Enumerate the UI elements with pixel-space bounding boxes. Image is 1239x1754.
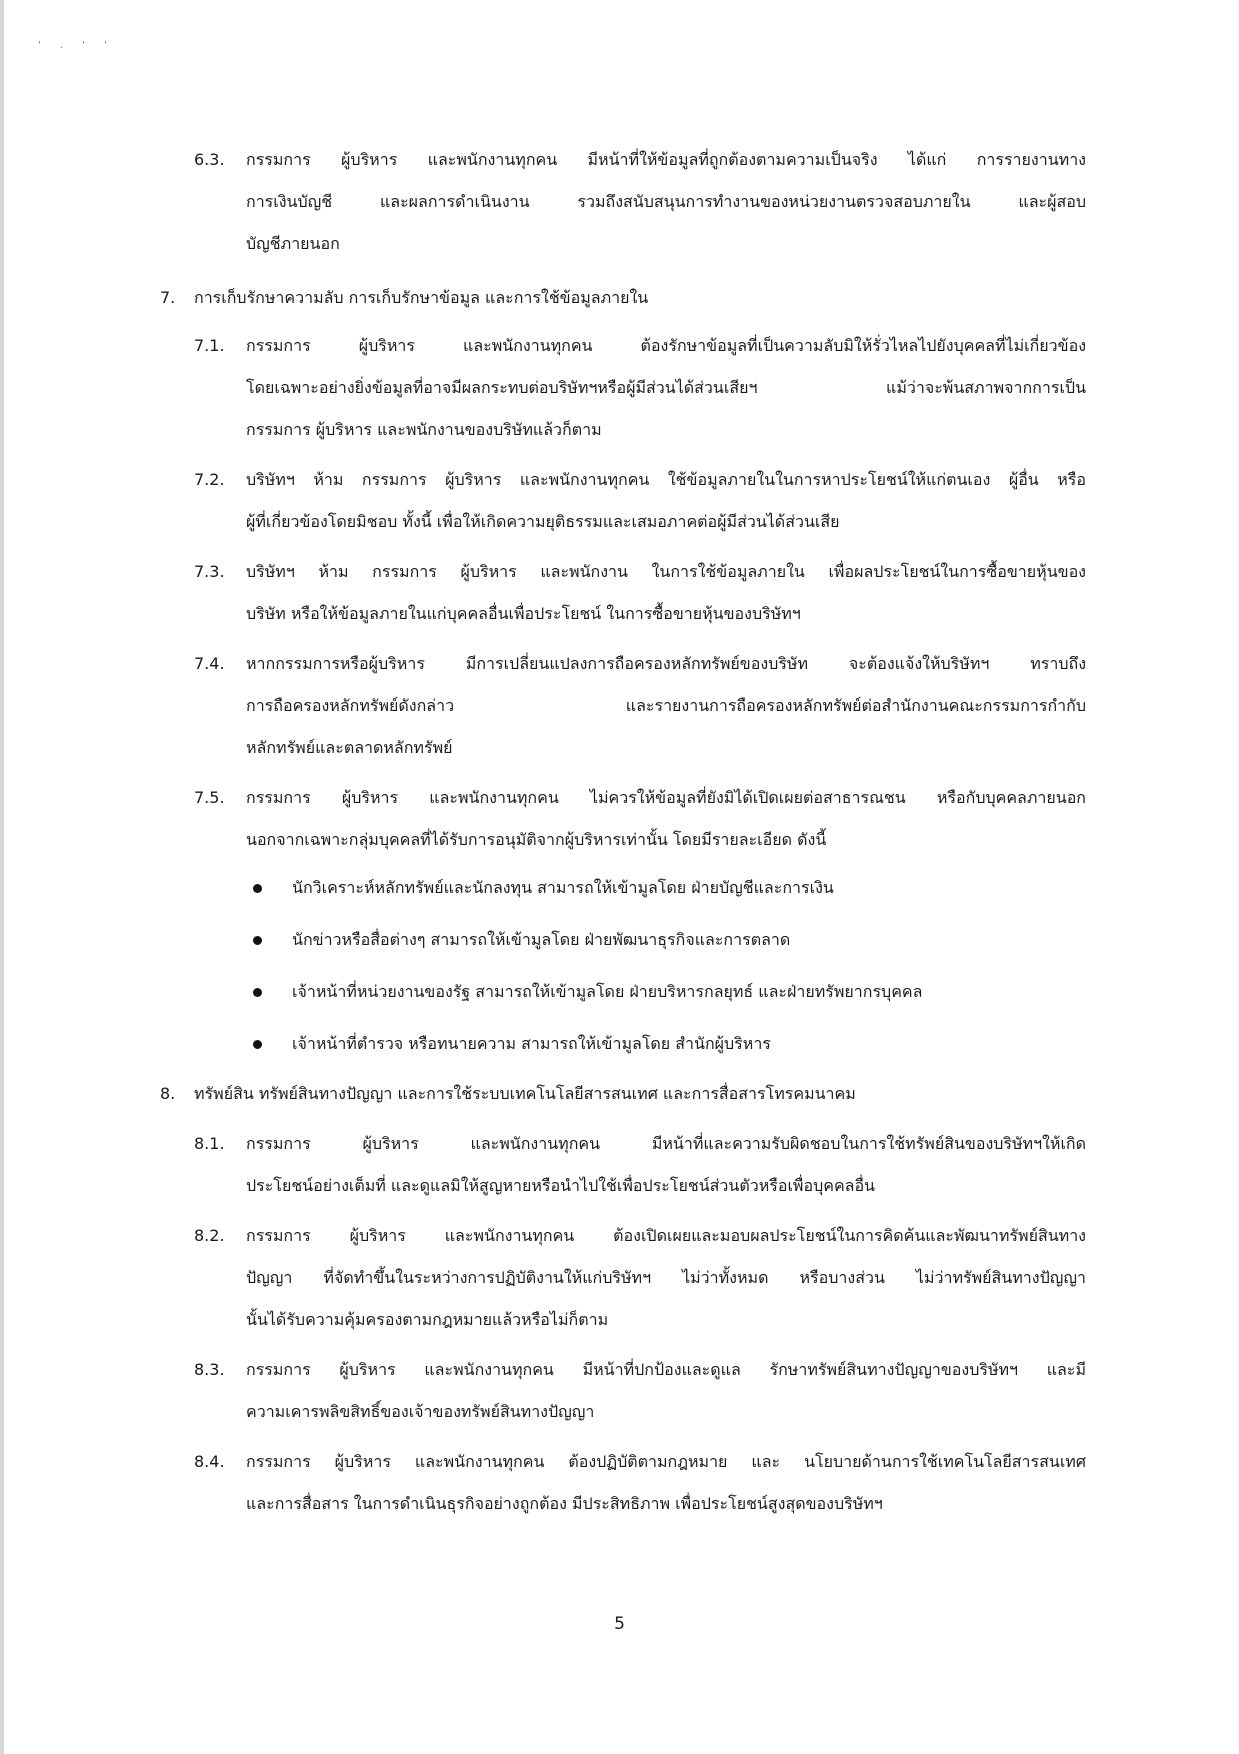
scan-edge [0, 0, 4, 1754]
section-7-4-line-1: หากกรรมการหรือผู้บริหาร มีการเปลี่ยนแปลงการถือครองหลักทรัพย์ของบริษัท จะต้องแจ้งให้บริษัทฯ ทราบถึง [246, 654, 1086, 673]
section-7-4-line-3: หลักทรัพย์และตลาดหลักทรัพย์ [246, 738, 453, 757]
bullet-item: เจ้าหน้าที่ตำรวจ หรือทนายความ สามารถให้เข้ามูลโดย สำนักผู้บริหาร [292, 1034, 771, 1053]
section-number: 7.4. [194, 654, 225, 673]
bullet-dot [253, 884, 262, 893]
section-number: 7. [160, 288, 176, 307]
section-6-3-line-2: การเงินบัญชี และผลการดำเนินงาน รวมถึงสนับสนุนการทำงานของหน่วยงานตรวจสอบภายใน และผู้สอบ [246, 192, 1086, 211]
section-7-3-line-2: บริษัท หรือให้ข้อมูลภายในแก่บุคคลอื่นเพื่อประโยชน์ ในการซื้อขายหุ้นของบริษัทฯ [246, 604, 801, 623]
section-8-2-line-2: ปัญญา ที่จัดทำขึ้นในระหว่างการปฏิบัติงานให้แก่บริษัทฯ ไม่ว่าทั้งหมด หรือบางส่วน ไม่ว่าทรัพย์สินทางปัญญา [246, 1268, 1086, 1287]
section-8-2-line-3: นั้นได้รับความคุ้มครองตามกฎหมายแล้วหรือไม่ก็ตาม [246, 1310, 609, 1329]
section-7-2-line-2: ผู้ที่เกี่ยวข้องโดยมิชอบ ทั้งนี้ เพื่อให้เกิดความยุติธรรมและเสมอภาคต่อผู้มีส่วนได้ส่วนเสีย [246, 512, 840, 531]
bullet-dot [253, 936, 262, 945]
section-8-3-line-2: ความเคารพลิขสิทธิ์ของเจ้าของทรัพย์สินทางปัญญา [246, 1402, 595, 1421]
bullet-item: เจ้าหน้าที่หน่วยงานของรัฐ สามารถให้เข้ามูลโดย ฝ่ายบริหารกลยุทธ์ และฝ่ายทรัพยากรบุคคล [292, 982, 923, 1001]
section-6-3-line-1: กรรมการ ผู้บริหาร และพนักงานทุกคน มีหน้าที่ให้ข้อมูลที่ถูกต้องตามความเป็นจริง ได้แก่ การรายงานทาง [246, 150, 1086, 169]
section-7-3-line-1: บริษัทฯ ห้าม กรรมการ ผู้บริหาร และพนักงาน ในการใช้ข้อมูลภายใน เพื่อผลประโยชน์ในการซื้อขายหุ้นของ [246, 562, 1086, 581]
section-7-1-line-2: โดยเฉพาะอย่างยิ่งข้อมูลที่อาจมีผลกระทบต่อบริษัทฯหรือผู้มีส่วนได้ส่วนเสียฯ แม้ว่าจะพ้นสภาพจากการเป็น [246, 378, 1086, 397]
section-number: 8.1. [194, 1134, 225, 1153]
section-6-3-line-3: บัญชีภายนอก [246, 234, 340, 253]
section-8-1-line-1: กรรมการ ผู้บริหาร และพนักงานทุกคน มีหน้าที่และความรับผิดชอบในการใช้ทรัพย์สินของบริษัทฯให้เกิด [246, 1134, 1086, 1153]
section-number: 8. [160, 1084, 176, 1103]
bullet-dot [253, 1040, 262, 1049]
section-number: 7.5. [194, 788, 225, 807]
bullet-item: นักวิเคราะห์หลักทรัพย์และนักลงทุน สามารถให้เข้ามูลโดย ฝ่ายบัญชีและการเงิน [292, 878, 834, 897]
section-number: 6.3. [194, 150, 225, 169]
section-number: 7.3. [194, 562, 225, 581]
section-number: 8.4. [194, 1452, 225, 1471]
section-7-heading: การเก็บรักษาความลับ การเก็บรักษาข้อมูล และการใช้ข้อมูลภายใน [194, 288, 649, 307]
section-7-5-line-1: กรรมการ ผู้บริหาร และพนักงานทุกคน ไม่ควรให้ข้อมูลที่ยังมิได้เปิดเผยต่อสาธารณชน หรือกับบุคคลภายนอก [246, 788, 1086, 807]
section-8-4-line-1: กรรมการ ผู้บริหาร และพนักงานทุกคน ต้องปฏิบัติตามกฎหมาย และ นโยบายด้านการใช้เทคโนโลยีสารสนเทศ [246, 1452, 1086, 1471]
section-7-5-line-2: นอกจากเฉพาะกลุ่มบุคคลที่ได้รับการอนุมัติจากผู้บริหารเท่านั้น โดยมีรายละเอียด ดังนี้ [246, 830, 827, 849]
section-number: 8.3. [194, 1360, 225, 1379]
section-number: 8.2. [194, 1226, 225, 1245]
page-number: 5 [614, 1614, 625, 1634]
section-7-2-line-1: บริษัทฯ ห้าม กรรมการ ผู้บริหาร และพนักงานทุกคน ใช้ข้อมูลภายในในการหาประโยชน์ให้แก่ตนเอง ผู้อื่น หรือ [246, 470, 1086, 489]
section-8-heading: ทรัพย์สิน ทรัพย์สินทางปัญญา และการใช้ระบบเทคโนโลยีสารสนเทศ และการสื่อสารโทรคมนาคม [194, 1084, 856, 1103]
section-8-3-line-1: กรรมการ ผู้บริหาร และพนักงานทุกคน มีหน้าที่ปกป้องและดูแล รักษาทรัพย์สินทางปัญญาของบริษัทฯ และมี [246, 1360, 1086, 1379]
section-number: 7.1. [194, 336, 225, 355]
section-8-2-line-1: กรรมการ ผู้บริหาร และพนักงานทุกคน ต้องเปิดเผยและมอบผลประโยชน์ในการคิดค้นและพัฒนาทรัพย์สินทาง [246, 1226, 1086, 1245]
section-number: 7.2. [194, 470, 225, 489]
bullet-item: นักข่าวหรือสื่อต่างๆ สามารถให้เข้ามูลโดย ฝ่ายพัฒนาธุรกิจและการตลาด [292, 930, 791, 949]
bullet-dot [253, 988, 262, 997]
section-7-4-line-2: การถือครองหลักทรัพย์ดังกล่าว และรายงานการถือครองหลักทรัพย์ต่อสำนักงานคณะกรรมการกำกับ [246, 696, 1086, 715]
section-7-1-line-3: กรรมการ ผู้บริหาร และพนักงานของบริษัทแล้วก็ตาม [246, 420, 602, 439]
section-8-1-line-2: ประโยชน์อย่างเต็มที่ และดูแลมิให้สูญหายหรือนำไปใช้เพื่อประโยชน์ส่วนตัวหรือเพื่อบุคคลอื่น [246, 1176, 875, 1195]
section-7-1-line-1: กรรมการ ผู้บริหาร และพนักงานทุกคน ต้องรักษาข้อมูลที่เป็นความลับมิให้รั่วไหลไปยังบุคคลที่ไม่เกี่ยวข้อง [246, 336, 1086, 355]
scan-marks: ' . ' ' [38, 40, 115, 51]
section-8-4-line-2: และการสื่อสาร ในการดำเนินธุรกิจอย่างถูกต้อง มีประสิทธิภาพ เพื่อประโยชน์สูงสุดของบริษัทฯ [246, 1494, 883, 1513]
